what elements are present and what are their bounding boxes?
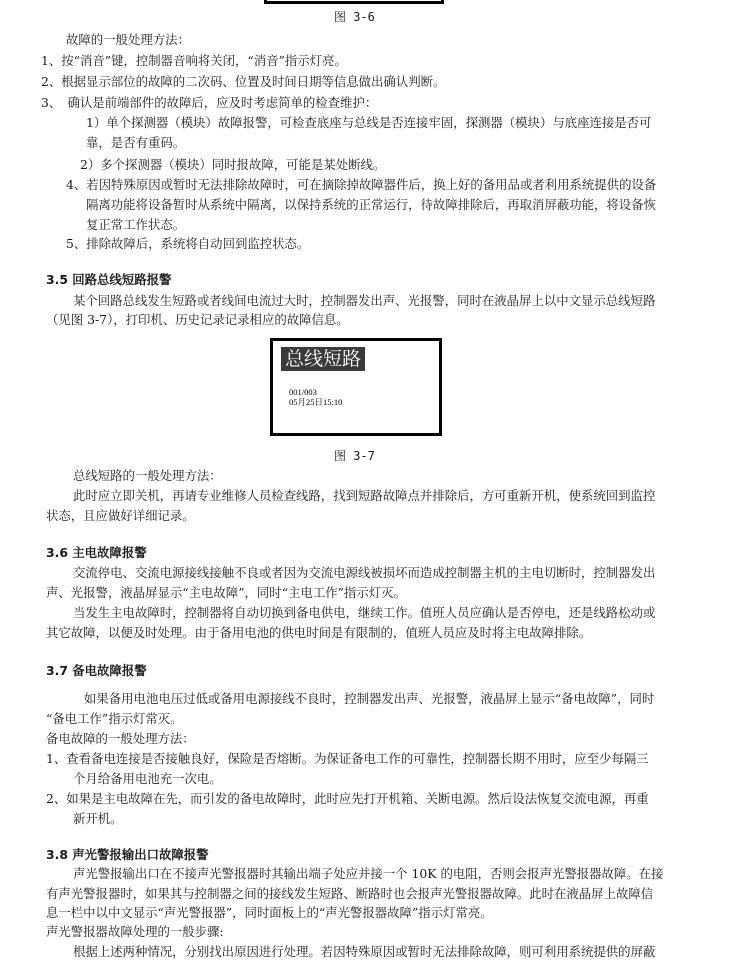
- method-intro: 总线短路的一般处理方法：: [73, 468, 222, 483]
- paragraph: 当发生主电故障时，控制器将自动切换到备电供电，继续工作。值班人员应确认是否停电，还是线路松动或: [73, 605, 656, 620]
- method-intro: 故障的一般处理方法：: [66, 32, 190, 47]
- method-intro: 声光警报器故障处理的一般步骤:: [46, 924, 224, 939]
- list-item: 4、若因特殊原因或暂时无法排除故障时，可在摘除掉故障器件后，换上好的备用品或者利用系统提供的设备: [66, 177, 657, 192]
- list-item: 2）多个探测器（模块）同时报故障，可能是某处断线。: [80, 157, 386, 172]
- paragraph: 此时应立即关机，再请专业维修人员检查线路，找到短路故障点并排除后，方可重新开机，使系统回到监控: [73, 488, 656, 503]
- list-item: 5、排除故障后，系统将自动回到监控状态。: [66, 236, 310, 251]
- lcd-screen-figure: [270, 338, 442, 436]
- section-heading-3-8: 3.8 声光警报输出口故障报警: [46, 847, 209, 862]
- list-item: 1、按“消音”键，控制器音响将关闭，“消音”指示灯亮。: [41, 53, 347, 68]
- figure-caption: 图 3-6: [334, 10, 375, 24]
- figure-3-6-frame: [264, 0, 444, 4]
- section-heading-3-5: 3.5 回路总线短路报警: [46, 272, 172, 287]
- figure-caption: 图 3-7: [334, 449, 375, 463]
- paragraph-cont: 有声光警报器时，如果其与控制器之间的接线发生短路、断路时也会报声光警报器故障。此时在液晶屏上故障信: [46, 886, 654, 901]
- list-item: 2、如果是主电故障在先，而引发的备电故障时，此时应先打开机箱、关断电源。然后设法恢复交流电源，再重: [46, 791, 649, 806]
- list-item-cont: 靠，是否有重码。: [86, 135, 186, 150]
- paragraph: 如果备用电池电压过低或备用电源接线不良时，控制器发出声、光报警，液晶屏上显示“备电故障”，同时: [84, 691, 655, 706]
- lcd-code: 001/003: [289, 387, 317, 397]
- paragraph: 声光警报输出口在不接声光警报器时其输出端子处应并接一个 10K 的电阻，否则会报声光警报器故障。在接: [73, 866, 664, 881]
- list-item: 2、根据显示部位的故障的二次码、位置及时间日期等信息做出确认判断。: [41, 74, 446, 89]
- paragraph: 根据上述两种情况，分别找出原因进行处理。若因特殊原因或暂时无法排除故障，则可利用系统提供的屏蔽: [73, 944, 656, 959]
- paragraph-cont: （见图 3-7），打印机、历史记录记录相应的故障信息。: [46, 312, 349, 327]
- list-item-cont: 新开机。: [73, 811, 123, 826]
- list-item-cont: 复正常工作状态。: [86, 217, 186, 232]
- method-intro: 备电故障的一般处理方法：: [46, 731, 195, 746]
- paragraph-cont: 声、光报警，液晶屏显示“主电故障”，同时“主电工作”指示灯灭。: [46, 585, 406, 600]
- paragraph-cont: 息一栏中以中文显示“声光警报器”，同时面板上的“声光警报器故障”指示灯常亮。: [46, 905, 493, 920]
- paragraph-cont: 其它故障，以便及时处理。由于备用电池的供电时间是有限制的，值班人员应及时将主电故障排除。: [46, 625, 592, 640]
- list-item: 1、查看备电连接是否接触良好，保险是否熔断。为保证备电工作的可靠性，控制器长期不用时，应至少每隔三: [46, 751, 649, 766]
- list-item-cont: 隔离功能将设备暂时从系统中隔离，以保持系统的正常运行，待故障排除后，再取消屏蔽功能，将设备恢: [86, 197, 656, 212]
- paragraph: 交流停电、交流电源接线接触不良或者因为交流电源线被损坏而造成控制器主机的主电切断时，控制器发出: [73, 565, 656, 580]
- section-heading-3-7: 3.7 备电故障报警: [46, 663, 147, 678]
- lcd-datetime: 05月25日15:10: [289, 397, 343, 407]
- list-item: 1）单个探测器（模块）故障报警，可检查底座与总线是否连接牢固，探测器（模块）与底座连接是否可: [86, 115, 652, 130]
- paragraph-cont: 状态，且应做好详细记录。: [46, 508, 195, 523]
- paragraph: 某个回路总线发生短路或者线间电流过大时，控制器发出声、光报警，同时在液晶屏上以中文显示总线短路: [73, 293, 656, 308]
- lcd-title: 总线短路: [281, 347, 365, 371]
- paragraph-cont: “备电工作”指示灯常灭。: [46, 711, 183, 726]
- list-item: 3、 确认是前端部件的故障后，应及时考虑简单的检查维护：: [41, 95, 378, 110]
- section-heading-3-6: 3.6 主电故障报警: [46, 545, 147, 560]
- list-item-cont: 个月给备用电池充一次电。: [73, 771, 222, 786]
